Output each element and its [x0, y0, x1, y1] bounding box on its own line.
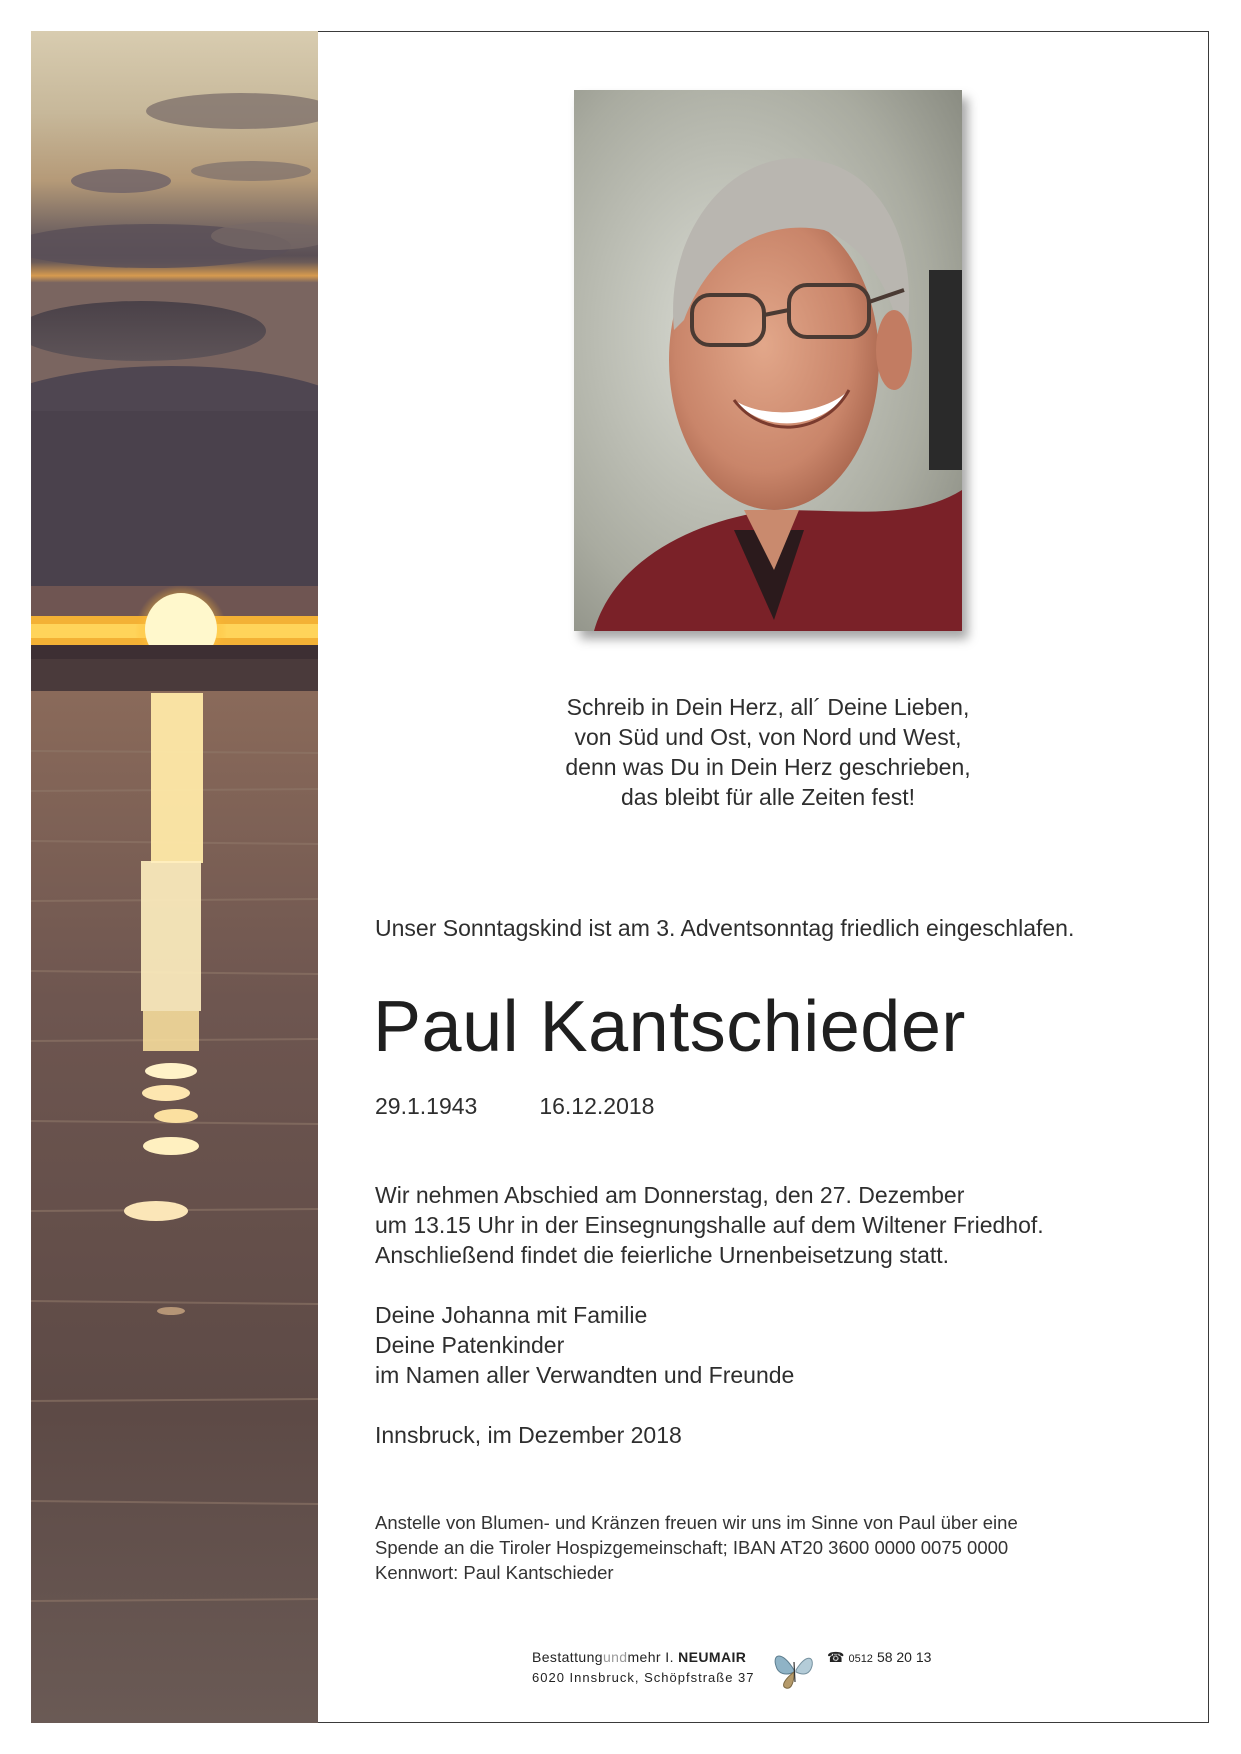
- place-date: Innsbruck, im Dezember 2018: [375, 1422, 682, 1448]
- phone-number: 58 20 13: [876, 1649, 932, 1665]
- donation-line: Kennwort: Paul Kantschieder: [375, 1562, 614, 1583]
- poem-line: denn was Du in Dein Herz geschrieben,: [565, 754, 971, 780]
- phone-icon: ☎: [827, 1649, 845, 1665]
- deceased-name: Paul Kantschieder: [373, 987, 966, 1067]
- farewell-line: um 13.15 Uhr in der Einsegnungshalle auf dem Wiltener Friedhof.: [375, 1212, 1044, 1238]
- birth-date: 29.1.1943: [375, 1093, 478, 1119]
- phone-prefix: 0512: [848, 1653, 873, 1665]
- company-name-part: und: [602, 1649, 628, 1665]
- death-date: 16.12.2018: [539, 1093, 655, 1119]
- company-phone: [827, 1648, 931, 1668]
- company-name-separator: I.: [661, 1649, 679, 1665]
- poem-line: das bleibt für alle Zeiten fest!: [620, 784, 916, 810]
- mourner-line: Deine Johanna mit Familie: [375, 1302, 648, 1328]
- poem-line: Schreib in Dein Herz, all´ Deine Lieben,: [566, 694, 970, 720]
- farewell-line: Anschließend findet die feierliche Urnenbeisetzung statt.: [375, 1242, 950, 1268]
- donation-line: Anstelle von Blumen- und Kränzen freuen wir uns im Sinne von Paul über eine: [375, 1512, 1018, 1533]
- company-name: [532, 1648, 746, 1666]
- portrait-photo: [574, 90, 962, 631]
- donation-note: [375, 1510, 1018, 1585]
- mourner-line: im Namen aller Verwandten und Freunde: [375, 1362, 795, 1388]
- poem-line: von Süd und Ost, von Nord und West,: [574, 724, 962, 750]
- life-dates: [375, 1091, 654, 1121]
- farewell-text: [375, 1180, 1044, 1270]
- company-name-part: Bestattung: [532, 1649, 603, 1665]
- funeral-home-footer: [532, 1648, 952, 1688]
- butterfly-icon: [772, 1648, 816, 1690]
- company-address: 6020 Innsbruck, Schöpfstraße 37: [532, 1670, 755, 1685]
- farewell-line: Wir nehmen Abschied am Donnerstag, den 27. Dezember: [375, 1182, 965, 1208]
- sunset-image: [31, 31, 318, 1723]
- company-name-part: NEUMAIR: [678, 1649, 747, 1665]
- mourner-line: Deine Patenkinder: [375, 1332, 565, 1358]
- company-name-part: mehr: [627, 1649, 661, 1665]
- mourners-list: [375, 1300, 794, 1390]
- poem: [420, 692, 1116, 812]
- intro-text: Unser Sonntagskind ist am 3. Adventsonntag friedlich eingeschlafen.: [375, 915, 1075, 941]
- donation-line: Spende an die Tiroler Hospizgemeinschaft; IBAN AT20 3600 0000 0075 0000: [375, 1537, 1009, 1558]
